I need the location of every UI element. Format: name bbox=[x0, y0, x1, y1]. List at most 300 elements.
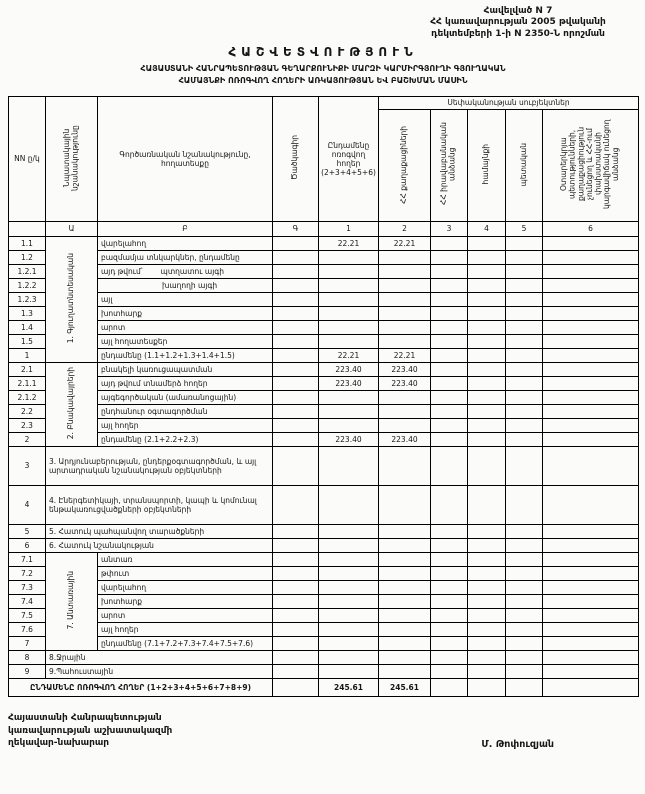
row-label: 8.Ջրային bbox=[46, 650, 273, 664]
row-label: ընդամենը (7.1+7.2+7.3+7.4+7.5+7.6) bbox=[98, 636, 273, 650]
grand-total-citizens-value: 245.61 bbox=[379, 678, 431, 696]
row-num: 1.2.2 bbox=[9, 278, 46, 292]
empty-cell bbox=[506, 306, 543, 320]
empty-cell bbox=[506, 334, 543, 348]
empty-cell bbox=[468, 236, 506, 250]
col-header-functional bbox=[98, 96, 273, 221]
row-num: 4 bbox=[9, 485, 46, 524]
empty-cell bbox=[431, 334, 468, 348]
empty-cell bbox=[319, 664, 379, 678]
empty-cell bbox=[506, 566, 543, 580]
row-num: 2.2 bbox=[9, 404, 46, 418]
group-settlements-text: 2. Բնակավայրերի bbox=[66, 367, 76, 440]
empty-cell bbox=[379, 622, 431, 636]
col-header-nn bbox=[9, 96, 46, 221]
empty-cell bbox=[506, 376, 543, 390]
empty-cell bbox=[543, 250, 639, 264]
col-header-own-state bbox=[506, 109, 543, 221]
row-label-prefix: այդ թվում՝ bbox=[101, 266, 143, 276]
empty-cell bbox=[506, 580, 543, 594]
empty-cell bbox=[379, 264, 431, 278]
row-num: 1.5 bbox=[9, 334, 46, 348]
row-label: ընդամենը (2.1+2.2+2.3) bbox=[98, 432, 273, 446]
code-cell bbox=[273, 362, 319, 376]
code-cell bbox=[273, 292, 319, 306]
empty-cell bbox=[543, 236, 639, 250]
empty-cell bbox=[543, 580, 639, 594]
empty-cell bbox=[431, 320, 468, 334]
empty-cell bbox=[319, 566, 379, 580]
empty-cell bbox=[379, 250, 431, 264]
col-header-own-foreign bbox=[543, 109, 639, 221]
empty-cell bbox=[431, 524, 468, 538]
empty-cell bbox=[431, 608, 468, 622]
empty-cell bbox=[319, 580, 379, 594]
row-num: 3 bbox=[9, 446, 46, 485]
row-label: խոտհարք bbox=[98, 594, 273, 608]
empty-cell bbox=[543, 664, 639, 678]
own-state-label: պետական bbox=[518, 142, 528, 187]
code-cell bbox=[273, 404, 319, 418]
empty-cell bbox=[543, 278, 639, 292]
grand-total-value: 245.61 bbox=[319, 678, 379, 696]
empty-cell bbox=[468, 580, 506, 594]
subtitle-line-1: ՀԱՅԱՍՏԱՆԻ ՀԱՆՐԱՊԵՏՈՒԹՅԱՆ ԳԵՂԱՐՔՈՒՆԻՔԻ ՄԱՐԶԻ ԿԱՐՄԻՐԳՅՈՒՂԻ ԳՅՈՒՂԱԿԱՆ bbox=[140, 63, 506, 73]
empty-cell bbox=[543, 552, 639, 566]
empty-cell bbox=[506, 538, 543, 552]
functional-label: Գործառնական նշանակությունը, հողատեսքը bbox=[119, 149, 251, 168]
signatory-line-2: կառավարության աշխատակազմի bbox=[8, 725, 173, 736]
empty-cell bbox=[319, 636, 379, 650]
code-vertical-label: Ծածկագիր bbox=[290, 135, 300, 181]
empty-cell bbox=[468, 650, 506, 664]
empty-cell bbox=[468, 608, 506, 622]
group-forest-text: 7. Անտառային bbox=[66, 571, 76, 630]
empty-cell bbox=[319, 485, 379, 524]
row-num: 2.1 bbox=[9, 362, 46, 376]
row-label: ընդամենը (1.1+1.2+1.3+1.4+1.5) bbox=[98, 348, 273, 362]
empty-cell bbox=[468, 664, 506, 678]
empty-cell bbox=[468, 306, 506, 320]
appendix-line-3: դեկտեմբերի 1-ի N 2350-Ն որոշման bbox=[431, 28, 605, 39]
empty-cell bbox=[319, 650, 379, 664]
empty-cell bbox=[379, 485, 431, 524]
value-total: 223.40 bbox=[319, 362, 379, 376]
signatory-title bbox=[8, 712, 172, 750]
empty-cell bbox=[319, 292, 379, 306]
code-cell bbox=[273, 278, 319, 292]
empty-cell bbox=[319, 306, 379, 320]
empty-cell bbox=[543, 362, 639, 376]
appendix-line-2: ՀՀ կառավարության 2005 թվականի bbox=[430, 17, 606, 28]
row-num: 1.2 bbox=[9, 250, 46, 264]
group-label-agricultural bbox=[46, 236, 98, 362]
row-num: 5 bbox=[9, 524, 46, 538]
page-title: ՀԱՇՎԵՏՎՈՒԹՅՈՒՆ bbox=[228, 44, 418, 59]
empty-cell bbox=[506, 664, 543, 678]
empty-cell bbox=[543, 418, 639, 432]
irrigated-lands-table bbox=[8, 96, 639, 697]
row-label: 3. Արդյունաբերության, ընդերքօգտագործման, և այլ արտադրական նշանակության օբյեկտների bbox=[46, 446, 273, 485]
empty-cell bbox=[543, 306, 639, 320]
row-label: խաղողի այգի bbox=[98, 278, 273, 292]
empty-cell bbox=[506, 622, 543, 636]
empty-cell bbox=[319, 334, 379, 348]
empty-cell bbox=[543, 608, 639, 622]
empty-cell bbox=[543, 636, 639, 650]
code-cell bbox=[273, 390, 319, 404]
code-cell bbox=[273, 485, 319, 524]
group-label-settlements bbox=[46, 362, 98, 446]
empty-cell bbox=[431, 432, 468, 446]
empty-cell bbox=[543, 650, 639, 664]
empty-cell bbox=[379, 278, 431, 292]
empty-cell bbox=[506, 390, 543, 404]
signatory-name: Մ. Թոփուզյան bbox=[481, 738, 554, 750]
appendix-block bbox=[400, 6, 636, 40]
empty-cell bbox=[431, 664, 468, 678]
empty-cell bbox=[468, 292, 506, 306]
row-num: 2.1.2 bbox=[9, 390, 46, 404]
row-num: 1 bbox=[9, 348, 46, 362]
empty-cell bbox=[468, 404, 506, 418]
row-num: 1.3 bbox=[9, 306, 46, 320]
code-cell bbox=[273, 678, 319, 696]
empty-cell bbox=[468, 524, 506, 538]
group-agricultural-text: 1. Գյուղատնտեսական bbox=[66, 253, 76, 344]
code-cell bbox=[273, 320, 319, 334]
empty-cell bbox=[543, 334, 639, 348]
empty-cell bbox=[431, 292, 468, 306]
row-label: այլ հողեր bbox=[98, 622, 273, 636]
empty-cell bbox=[431, 594, 468, 608]
empty-cell bbox=[468, 250, 506, 264]
empty-cell bbox=[319, 390, 379, 404]
row-label: այլ bbox=[98, 292, 273, 306]
letter-cell: 5 bbox=[506, 221, 543, 236]
code-cell bbox=[273, 306, 319, 320]
empty-cell bbox=[319, 404, 379, 418]
row-num: 1.1 bbox=[9, 236, 46, 250]
letter-cell: Ա bbox=[46, 221, 98, 236]
row-label: այգեգործական (ամառանոցային) bbox=[98, 390, 273, 404]
col-header-nn-label: NN ը/կ bbox=[14, 154, 40, 164]
empty-cell bbox=[506, 650, 543, 664]
purpose-vertical-label: Նպատակային նշանակությունը bbox=[61, 125, 80, 191]
row-num: 7.4 bbox=[9, 594, 46, 608]
empty-cell bbox=[319, 608, 379, 622]
row-label: 4. Էներգետիկայի, տրանսպորտի, կապի և կոմունալ ենթակառուցվածքների օբյեկտների bbox=[46, 485, 273, 524]
empty-cell bbox=[431, 622, 468, 636]
empty-cell bbox=[319, 622, 379, 636]
empty-cell bbox=[506, 418, 543, 432]
empty-cell bbox=[543, 538, 639, 552]
empty-cell bbox=[431, 538, 468, 552]
row-label: խոտհարք bbox=[98, 306, 273, 320]
signatory-line-3: ղեկավար-նախարար bbox=[8, 738, 110, 749]
col-group-ownership bbox=[379, 96, 639, 109]
empty-cell bbox=[468, 552, 506, 566]
empty-cell bbox=[506, 236, 543, 250]
empty-cell bbox=[506, 292, 543, 306]
row-label: այլ հողատեսքեր bbox=[98, 334, 273, 348]
code-cell bbox=[273, 446, 319, 485]
empty-cell bbox=[379, 636, 431, 650]
empty-cell bbox=[431, 650, 468, 664]
empty-cell bbox=[543, 292, 639, 306]
empty-cell bbox=[543, 594, 639, 608]
col-header-purpose bbox=[46, 96, 98, 221]
empty-cell bbox=[543, 348, 639, 362]
empty-cell bbox=[468, 594, 506, 608]
empty-cell bbox=[543, 404, 639, 418]
empty-cell bbox=[319, 250, 379, 264]
empty-cell bbox=[319, 418, 379, 432]
empty-cell bbox=[506, 250, 543, 264]
col-header-own-community bbox=[468, 109, 506, 221]
code-cell bbox=[273, 538, 319, 552]
letter-cell: 2 bbox=[379, 221, 431, 236]
signature-block bbox=[8, 712, 638, 750]
own-citizens-label: ՀՀ քաղաքացիների bbox=[399, 125, 409, 204]
row-num: 7 bbox=[9, 636, 46, 650]
empty-cell bbox=[379, 292, 431, 306]
letter-cell-empty bbox=[9, 221, 46, 236]
empty-cell bbox=[379, 538, 431, 552]
row-label: անտառ bbox=[98, 552, 273, 566]
code-cell bbox=[273, 250, 319, 264]
empty-cell bbox=[379, 608, 431, 622]
code-cell bbox=[273, 418, 319, 432]
empty-cell bbox=[506, 264, 543, 278]
row-label: վարելահող bbox=[98, 580, 273, 594]
code-cell bbox=[273, 432, 319, 446]
ownership-group-label: Սեփականության սուբյեկտներ bbox=[447, 98, 570, 108]
value-citizens: 223.40 bbox=[379, 432, 431, 446]
row-label: թփուտ bbox=[98, 566, 273, 580]
value-total: 22.21 bbox=[319, 236, 379, 250]
empty-cell bbox=[431, 418, 468, 432]
value-citizens: 22.21 bbox=[379, 348, 431, 362]
empty-cell bbox=[543, 432, 639, 446]
letter-cell: 6 bbox=[543, 221, 639, 236]
empty-cell bbox=[543, 622, 639, 636]
empty-cell bbox=[543, 390, 639, 404]
row-label: ընդհանուր օգտագործման bbox=[98, 404, 273, 418]
empty-cell bbox=[506, 636, 543, 650]
empty-cell bbox=[468, 622, 506, 636]
row-num: 7.2 bbox=[9, 566, 46, 580]
row-label: 9.Պահուստային bbox=[46, 664, 273, 678]
empty-cell bbox=[379, 524, 431, 538]
col-header-own-citizens bbox=[379, 109, 431, 221]
empty-cell bbox=[468, 485, 506, 524]
empty-cell bbox=[506, 678, 543, 696]
empty-cell bbox=[431, 264, 468, 278]
empty-cell bbox=[543, 376, 639, 390]
code-cell bbox=[273, 264, 319, 278]
row-num: 7.3 bbox=[9, 580, 46, 594]
empty-cell bbox=[468, 334, 506, 348]
row-label: այդ թվում տնամերձ հողեր bbox=[98, 376, 273, 390]
empty-cell bbox=[506, 404, 543, 418]
empty-cell bbox=[543, 320, 639, 334]
code-cell bbox=[273, 664, 319, 678]
code-cell bbox=[273, 608, 319, 622]
empty-cell bbox=[468, 278, 506, 292]
empty-cell bbox=[379, 390, 431, 404]
empty-cell bbox=[543, 264, 639, 278]
subtitle-line-2: ՀԱՄԱՅՆՔԻ ՈՌՈԳՎՈՂ ՀՈՂԵՐԻ ԱՌԿԱՅՈՒԹՅԱՆ ԵՎ ԲԱՇԽՄԱՆ ՄԱՍԻՆ bbox=[178, 76, 468, 86]
appendix-line-1: Հավելված N 7 bbox=[483, 6, 553, 16]
empty-cell bbox=[319, 278, 379, 292]
empty-cell bbox=[468, 636, 506, 650]
empty-cell bbox=[319, 320, 379, 334]
value-citizens: 223.40 bbox=[379, 362, 431, 376]
code-cell bbox=[273, 524, 319, 538]
row-num: 7.6 bbox=[9, 622, 46, 636]
code-cell bbox=[273, 636, 319, 650]
empty-cell bbox=[543, 446, 639, 485]
row-num: 9 bbox=[9, 664, 46, 678]
empty-cell bbox=[506, 446, 543, 485]
col-header-total bbox=[319, 96, 379, 221]
letter-cell: Գ bbox=[273, 221, 319, 236]
empty-cell bbox=[506, 348, 543, 362]
empty-cell bbox=[468, 390, 506, 404]
empty-cell bbox=[543, 485, 639, 524]
empty-cell bbox=[431, 446, 468, 485]
total-label: Ընդամենը ոռոգվող հողեր (2+3+4+5+6) bbox=[321, 140, 376, 177]
empty-cell bbox=[431, 566, 468, 580]
empty-cell bbox=[506, 362, 543, 376]
empty-cell bbox=[431, 278, 468, 292]
letter-cell: 1 bbox=[319, 221, 379, 236]
empty-cell bbox=[431, 306, 468, 320]
row-num: 1.2.1 bbox=[9, 264, 46, 278]
empty-cell bbox=[379, 320, 431, 334]
empty-cell bbox=[431, 580, 468, 594]
row-num: 7.5 bbox=[9, 608, 46, 622]
code-cell bbox=[273, 236, 319, 250]
empty-cell bbox=[506, 608, 543, 622]
empty-cell bbox=[379, 580, 431, 594]
empty-cell bbox=[468, 418, 506, 432]
empty-cell bbox=[319, 524, 379, 538]
code-cell bbox=[273, 334, 319, 348]
empty-cell bbox=[431, 552, 468, 566]
row-label: բազմամյա տնկարկներ, ընդամենը bbox=[98, 250, 273, 264]
code-cell bbox=[273, 376, 319, 390]
empty-cell bbox=[468, 264, 506, 278]
col-header-own-legal bbox=[431, 109, 468, 221]
code-cell bbox=[273, 622, 319, 636]
empty-cell bbox=[431, 636, 468, 650]
empty-cell bbox=[468, 538, 506, 552]
row-num: 6 bbox=[9, 538, 46, 552]
group-label-forest bbox=[46, 552, 98, 650]
value-total: 22.21 bbox=[319, 348, 379, 362]
empty-cell bbox=[506, 432, 543, 446]
code-cell bbox=[273, 580, 319, 594]
empty-cell bbox=[379, 418, 431, 432]
empty-cell bbox=[468, 320, 506, 334]
empty-cell bbox=[468, 362, 506, 376]
row-num: 7.1 bbox=[9, 552, 46, 566]
empty-cell bbox=[468, 348, 506, 362]
empty-cell bbox=[543, 678, 639, 696]
row-num: 2.3 bbox=[9, 418, 46, 432]
row-label: բնակելի կառուցապատման bbox=[98, 362, 273, 376]
row-label: 5. Հատուկ պահպանվող տարածքների bbox=[46, 524, 273, 538]
own-legal-label: ՀՀ իրավաբանական անձանց bbox=[439, 122, 457, 206]
value-total: 223.40 bbox=[319, 432, 379, 446]
value-citizens: 22.21 bbox=[379, 236, 431, 250]
empty-cell bbox=[379, 664, 431, 678]
code-cell bbox=[273, 348, 319, 362]
empty-cell bbox=[543, 566, 639, 580]
row-label-sub: պտղատու այգի bbox=[160, 266, 224, 276]
letter-cell: 4 bbox=[468, 221, 506, 236]
empty-cell bbox=[379, 306, 431, 320]
grand-total-label: ԸՆԴԱՄԵՆԸ ՈՌՈԳՎՈՂ ՀՈՂԵՐ (1+2+3+4+5+6+7+8+9) bbox=[9, 678, 273, 696]
own-foreign-label: Օտարերկրյա պետությունների, քաղաքացիություն չունեցող և ՀՀ-ում փախստականի կարգավիճակ ունեցող անձանց bbox=[559, 119, 621, 210]
empty-cell bbox=[319, 538, 379, 552]
empty-cell bbox=[319, 446, 379, 485]
empty-cell bbox=[468, 678, 506, 696]
empty-cell bbox=[431, 236, 468, 250]
code-cell bbox=[273, 552, 319, 566]
empty-cell bbox=[468, 446, 506, 485]
empty-cell bbox=[431, 404, 468, 418]
empty-cell bbox=[379, 446, 431, 485]
empty-cell bbox=[543, 524, 639, 538]
row-num: 8 bbox=[9, 650, 46, 664]
empty-cell bbox=[431, 348, 468, 362]
empty-cell bbox=[506, 485, 543, 524]
row-num: 2.1.1 bbox=[9, 376, 46, 390]
row-label: արոտ bbox=[98, 320, 273, 334]
empty-cell bbox=[379, 334, 431, 348]
empty-cell bbox=[506, 278, 543, 292]
empty-cell bbox=[468, 376, 506, 390]
empty-cell bbox=[431, 390, 468, 404]
empty-cell bbox=[319, 594, 379, 608]
row-label: այլ հողեր bbox=[98, 418, 273, 432]
value-total: 223.40 bbox=[319, 376, 379, 390]
row-num: 1.2.3 bbox=[9, 292, 46, 306]
empty-cell bbox=[431, 362, 468, 376]
empty-cell bbox=[506, 552, 543, 566]
empty-cell bbox=[379, 552, 431, 566]
letter-cell: 3 bbox=[431, 221, 468, 236]
empty-cell bbox=[379, 594, 431, 608]
letter-cell: Բ bbox=[98, 221, 273, 236]
code-cell bbox=[273, 594, 319, 608]
row-label: արոտ bbox=[98, 608, 273, 622]
empty-cell bbox=[431, 250, 468, 264]
empty-cell bbox=[506, 320, 543, 334]
empty-cell bbox=[431, 376, 468, 390]
empty-cell bbox=[379, 650, 431, 664]
code-cell bbox=[273, 566, 319, 580]
row-num: 2 bbox=[9, 432, 46, 446]
row-label: 6. Հատուկ նշանակության bbox=[46, 538, 273, 552]
empty-cell bbox=[379, 566, 431, 580]
row-label: վարելահող bbox=[98, 236, 273, 250]
empty-cell bbox=[431, 678, 468, 696]
row-label bbox=[98, 264, 273, 278]
